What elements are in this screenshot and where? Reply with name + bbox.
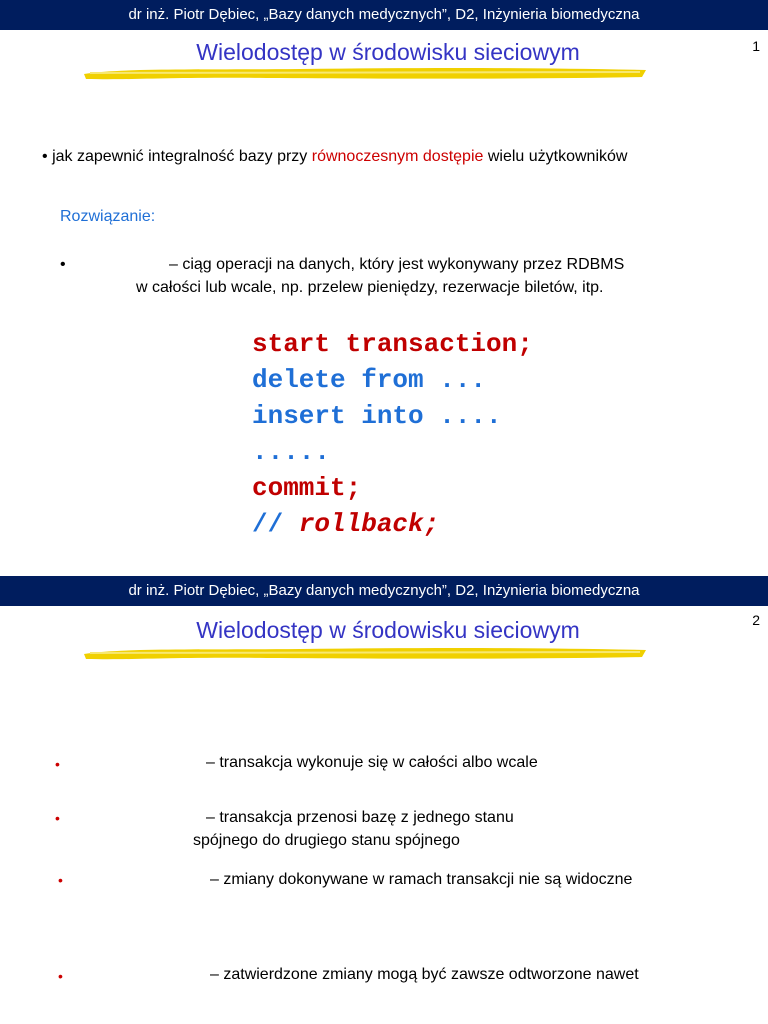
- bullet-marker: •: [58, 968, 63, 984]
- question-text-highlight: równoczesnym dostępie: [311, 148, 484, 165]
- property-line-2b: spójnego do drugiego stanu spójnego: [193, 832, 460, 849]
- bullet-marker: •: [58, 872, 63, 888]
- bullet-marker: •: [55, 810, 60, 826]
- brush-stroke-underline: [80, 644, 650, 662]
- code-line-insert: insert into ....: [252, 401, 502, 431]
- definition-bullet: •: [60, 256, 66, 273]
- code-line-delete: delete from ...: [252, 365, 487, 395]
- header-bar: dr inż. Piotr Dębiec, „Bazy danych medycznych”, D2, Inżynieria biomedyczna: [0, 0, 768, 30]
- code-line-start: start transaction;: [252, 329, 533, 359]
- code-rollback-keyword: rollback;: [298, 509, 440, 539]
- slide-2: [0, 576, 768, 1024]
- code-line-dots: .....: [252, 437, 331, 467]
- page-number: 2: [752, 612, 760, 628]
- code-line-rollback: [252, 506, 533, 542]
- solution-label: Rozwiązanie:: [60, 208, 156, 225]
- question-line: [42, 148, 627, 166]
- property-line-1: – transakcja wykonuje się w całości albo wcale: [206, 754, 538, 771]
- definition-line-2: w całości lub wcale, np. przelew pieniędzy, rezerwacje biletów, itp.: [136, 279, 604, 296]
- property-line-4: – zatwierdzone zmiany mogą być zawsze odtworzone nawet: [210, 966, 639, 983]
- bullet-marker: •: [42, 148, 48, 165]
- header-bar: dr inż. Piotr Dębiec, „Bazy danych medycznych”, D2, Inżynieria biomedyczna: [0, 576, 768, 606]
- code-block: [252, 326, 533, 542]
- bullet-marker: •: [55, 756, 60, 772]
- question-text-pre: jak zapewnić integralność bazy przy: [52, 148, 312, 165]
- slide-title: Wielodostęp w środowisku sieciowym: [196, 617, 580, 643]
- slide-title: Wielodostęp w środowisku sieciowym: [196, 39, 580, 65]
- property-line-2: – transakcja przenosi bazę z jednego stanu: [206, 809, 514, 826]
- code-line-commit: commit;: [252, 473, 362, 503]
- property-line-3: – zmiany dokonywane w ramach transakcji nie są widoczne: [210, 871, 633, 888]
- question-text-post: wielu użytkowników: [483, 148, 628, 165]
- page-number: 1: [752, 38, 760, 54]
- definition-line-1: – ciąg operacji na danych, który jest wykonywany przez RDBMS: [169, 256, 625, 273]
- code-comment-prefix: //: [252, 509, 299, 539]
- brush-stroke-underline: [80, 64, 650, 82]
